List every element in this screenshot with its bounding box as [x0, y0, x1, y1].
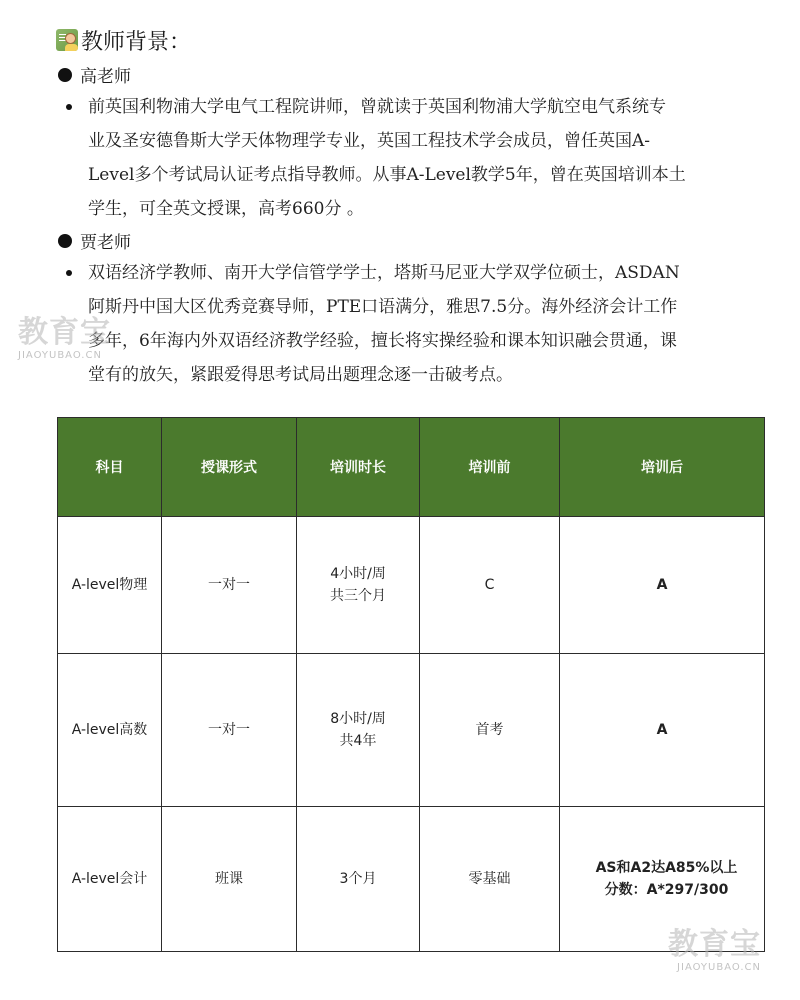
cell-duration: 8小时/周 共4年 [297, 654, 420, 807]
teacher-name-jia: 贾老师 [58, 228, 131, 253]
cell-subject: A-level会计 [58, 807, 162, 952]
header-after: 培训后 [560, 418, 765, 517]
watermark-logo: 教育宝 JIAOYUBAO.CN [668, 927, 761, 973]
bio-line: 前英国利物浦大学电气工程院讲师，曾就读于英国利物浦大学航空电气系统专 [88, 97, 666, 117]
cell-before: 零基础 [420, 807, 560, 952]
header-format: 授课形式 [162, 418, 297, 517]
bio-line: Level多个考试局认证考点指导教师。从事A-Level教学5年，曾在英国培训本土 [88, 165, 686, 185]
teacher-bio-jia [88, 256, 756, 392]
header-duration: 培训时长 [297, 418, 420, 517]
cell-format: 班课 [162, 807, 297, 952]
section-heading [56, 22, 191, 58]
cell-duration: 3个月 [297, 807, 420, 952]
cell-subject: A-level物理 [58, 517, 162, 654]
table-row [58, 807, 765, 952]
cell-before: 首考 [420, 654, 560, 807]
cell-format: 一对一 [162, 517, 297, 654]
results-table [57, 417, 765, 952]
bio-line: 多年，6年海内外双语经济教学经验，擅长将实操经验和课本知识融会贯通，课 [88, 331, 677, 351]
bio-line: 业及圣安德鲁斯大学天体物理学专业，英国工程技术学会成员，曾任英国A- [88, 131, 651, 151]
cell-after: A [560, 654, 765, 807]
teacher-bio-gao [88, 90, 756, 226]
watermark-logo: 教育宝 JIAOYUBAO.CN [18, 315, 111, 361]
table-row [58, 517, 765, 654]
header-before: 培训前 [420, 418, 560, 517]
cell-duration: 4小时/周 共三个月 [297, 517, 420, 654]
table-row [58, 654, 765, 807]
cell-after: A [560, 517, 765, 654]
bullet-dot [58, 68, 72, 82]
bio-line: 堂有的放矢，紧跟爱得思考试局出题理念逐一击破考点。 [88, 365, 513, 385]
bullet-dot [58, 234, 72, 248]
cell-after: AS和A2达A85%以上 分数：A*297/300 [560, 807, 765, 952]
teacher-name-gao: 高老师 [58, 62, 131, 87]
bullet-dot [66, 104, 72, 110]
cell-before: C [420, 517, 560, 654]
cell-subject: A-level高数 [58, 654, 162, 807]
bio-line: 阿斯丹中国大区优秀竞赛导师，PTE口语满分，雅思7.5分。海外经济会计工作 [88, 297, 678, 317]
table-header-row [58, 418, 765, 517]
bullet-dot [66, 270, 72, 276]
cell-format: 一对一 [162, 654, 297, 807]
header-subject: 科目 [58, 418, 162, 517]
section-title: 教师背景： [81, 29, 192, 55]
bio-line: 双语经济学教师、南开大学信管学学士，塔斯马尼亚大学双学位硕士，ASDAN [88, 263, 680, 283]
bio-line: 学生，可全英文授课，高考660分 。 [88, 199, 364, 219]
teacher-board-icon [56, 29, 78, 51]
